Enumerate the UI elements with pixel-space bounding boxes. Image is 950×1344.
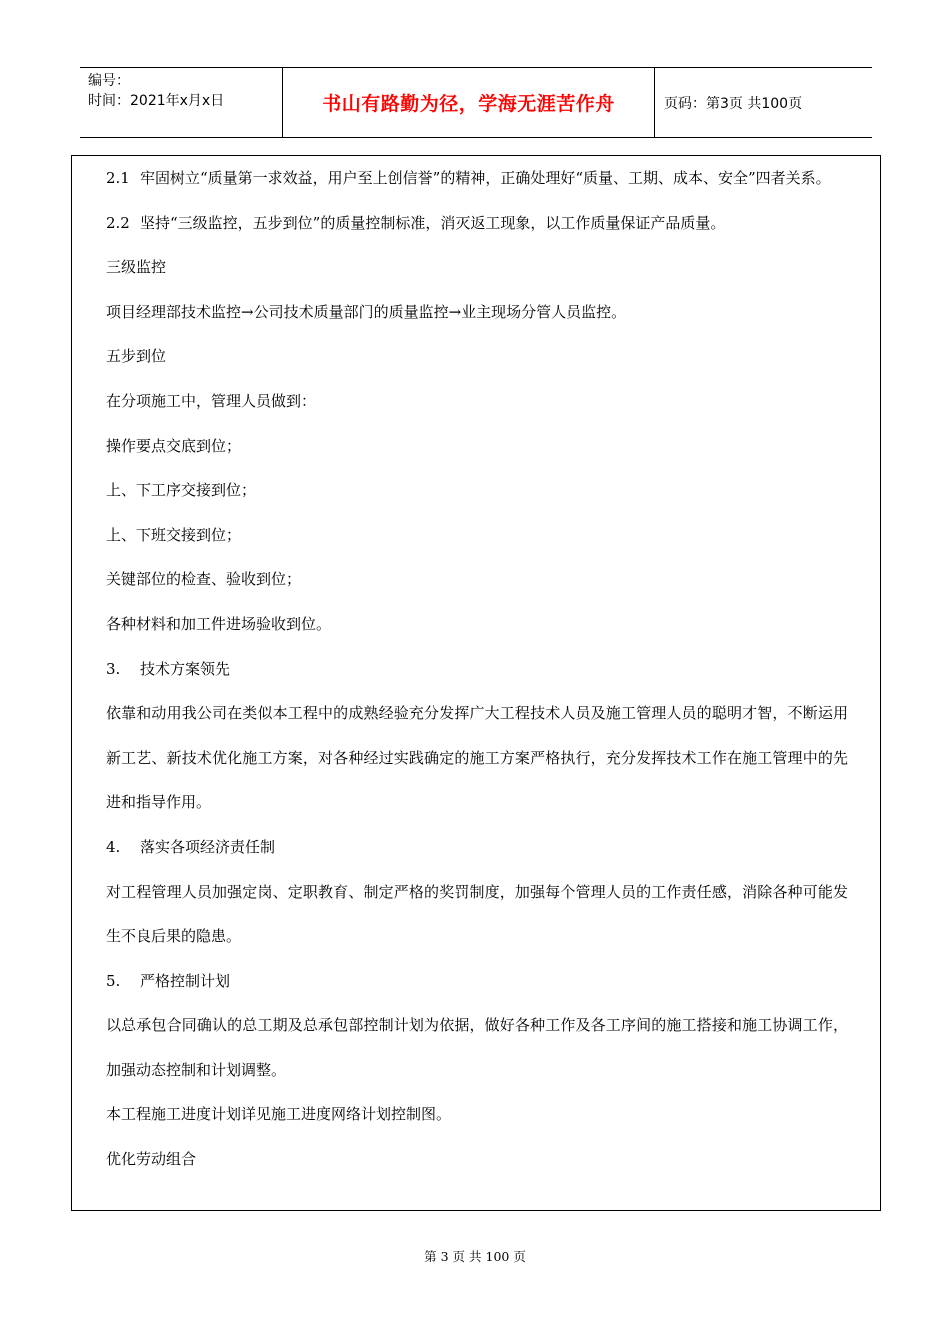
subheading: 五步到位 [106,347,167,366]
section-number: 5. [106,971,121,990]
section-title: 技术方案领先 [140,659,231,678]
paragraph [106,156,848,201]
section-number: 3. [106,659,121,678]
paragraph: 本工程施工进度计划详见施工进度网络计划控制图。 [106,1105,452,1124]
document-header [80,67,872,138]
section-heading [106,959,848,1004]
content-frame [71,155,881,1211]
list-item: 上、下工序交接到位； [106,481,257,500]
document-date-label: 时间：2021年x月x日 [88,93,225,109]
page-footer: 第 3 页 共 100 页 [424,1249,526,1264]
section-title: 严格控制计划 [140,971,231,990]
header-meta-cell [80,68,283,137]
paragraph: 对工程管理人员加强定岗、定职教育、制定严格的奖罚制度，加强每个管理人员的工作责任感，消除各种可能发生不良后果的隐患。 [106,882,848,946]
list-item: 各种材料和加工件进场验收到位。 [106,614,332,633]
paragraph [106,201,848,246]
paragraph: 项目经理部技术监控→公司技术质量部门的质量监控→业主现场分管人员监控。 [106,302,627,321]
paragraph-text: 坚持“三级监控，五步到位”的质量控制标准，消灭返工现象，以工作质量保证产品质量。 [140,213,726,232]
section-number: 2.2 [106,213,130,232]
list-item: 关键部位的检查、验收到位； [106,570,302,589]
section-heading [106,825,848,870]
section-number: 4. [106,837,121,856]
document-number-label: 编号： [88,73,130,89]
subheading: 三级监控 [106,258,167,277]
section-number: 2.1 [106,169,130,187]
header-motto: 书山有路勤为径，学海无涯苦作舟 [283,68,655,137]
subheading: 优化劳动组合 [106,1150,197,1169]
paragraph: 依靠和动用我公司在类似本工程中的成熟经验充分发挥广大工程技术人员及施工管理人员的聪明才智，不断运用新工艺、新技术优化施工方案，对各种经过实践确定的施工方案严格执行，充分发挥技术工作在施工管理中的先进和指导作用。 [106,704,848,812]
document-body [106,156,848,1182]
header-page-info: 页码：第3页 共100页 [664,95,803,112]
list-item: 上、下班交接到位； [106,525,242,544]
section-title: 落实各项经济责任制 [140,837,276,856]
paragraph: 在分项施工中，管理人员做到： [106,391,317,410]
list-item: 操作要点交底到位； [106,436,242,455]
paragraph-text: 牢固树立“质量第一求效益，用户至上创信誉”的精神，正确处理好“质量、工期、成本、安全”四者关系。 [140,169,831,187]
paragraph: 以总承包合同确认的总工期及总承包部控制计划为依据，做好各种工作及各工序间的施工搭接和施工协调工作，加强动态控制和计划调整。 [106,1016,848,1079]
section-heading [106,647,848,692]
